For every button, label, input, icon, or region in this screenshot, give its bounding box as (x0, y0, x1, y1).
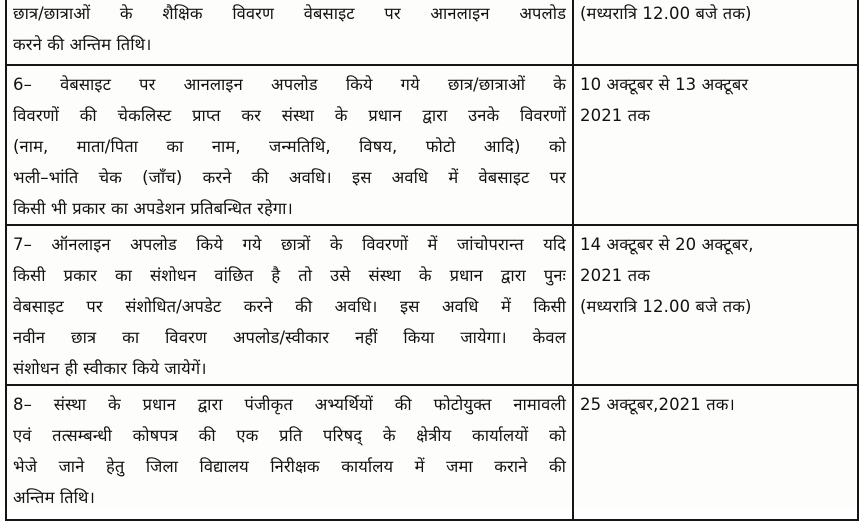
table-row (6, 385, 858, 520)
date-cell (573, 0, 858, 65)
description-line: भली–भांति चेक (जाँच) करने की अवधि। इस अवधि में वेबसाइट पर (13, 168, 566, 187)
schedule-table (5, 0, 859, 521)
date-line: 2021 तक (580, 266, 651, 285)
table-row (6, 0, 858, 65)
date-line: 14 अक्टूबर से 20 अक्टूबर, (580, 235, 754, 254)
description-line: किसी भी प्रकार का अपडेशन प्रतिबन्धित रहेगा। (13, 199, 293, 218)
description-line: भेजे जाने हेतु जिला विद्यालय निरीक्षक कार्यालय में जमा कराने की (13, 457, 566, 476)
description-line: अन्तिम तिथि। (13, 488, 95, 507)
description-line: छात्र/छात्राओं के शैक्षिक विवरण वेबसाइट पर आनलाइन अपलोड (13, 4, 566, 23)
table-row (6, 65, 858, 225)
date-line: 2021 तक (580, 106, 651, 125)
date-line: (मध्यरात्रि 12.00 बजे तक) (580, 4, 752, 23)
description-line: विवरणों की चेकलिस्ट प्राप्त कर संस्था के प्रधान द्वारा उनके विवरणों (13, 106, 566, 125)
date-cell (573, 65, 858, 225)
date-line: (मध्यरात्रि 12.00 बजे तक) (580, 297, 752, 316)
description-cell (6, 385, 573, 520)
date-cell (573, 385, 858, 520)
description-line: करने की अन्तिम तिथि। (13, 35, 152, 54)
description-line: (नाम, माता/पिता का नाम, जन्मतिथि, विषय, फोटो आदि) को (13, 137, 566, 156)
date-cell (573, 225, 858, 385)
description-cell (6, 65, 573, 225)
date-line: 10 अक्टूबर से 13 अक्टूबर (580, 75, 749, 94)
table-row (6, 225, 858, 385)
description-line: 8– संस्था के प्रधान द्वारा पंजीकृत अभ्यर्थियों की फोटोयुक्त नामावली (13, 395, 566, 414)
description-line: 7– ऑनलाइन अपलोड किये गये छात्रों के विवरणों में जांचोपरान्त यदि (13, 235, 566, 254)
description-cell (6, 0, 573, 65)
description-line: वेबसाइट पर संशोधित/अपडेट करने की अवधि। इस अवधि में किसी (13, 297, 566, 316)
description-line: किसी प्रकार का संशोधन वांछित है तो उसे संस्था के प्रधान द्वारा पुनः (13, 266, 566, 285)
description-line: संशोधन ही स्वीकार किये जायेगें। (13, 359, 207, 378)
description-line: 6– वेबसाइट पर आनलाइन अपलोड किये गये छात्र/छात्राओं के (13, 75, 566, 94)
description-line: एवं तत्सम्बन्धी कोषपत्र की एक प्रति परिषद् के क्षेत्रीय कार्यालयों को (13, 426, 566, 445)
description-line: नवीन छात्र का विवरण अपलोड/स्वीकार नहीं किया जायेगा। केवल (13, 328, 566, 347)
date-line: 25 अक्टूबर,2021 तक। (580, 395, 735, 414)
description-cell (6, 225, 573, 385)
